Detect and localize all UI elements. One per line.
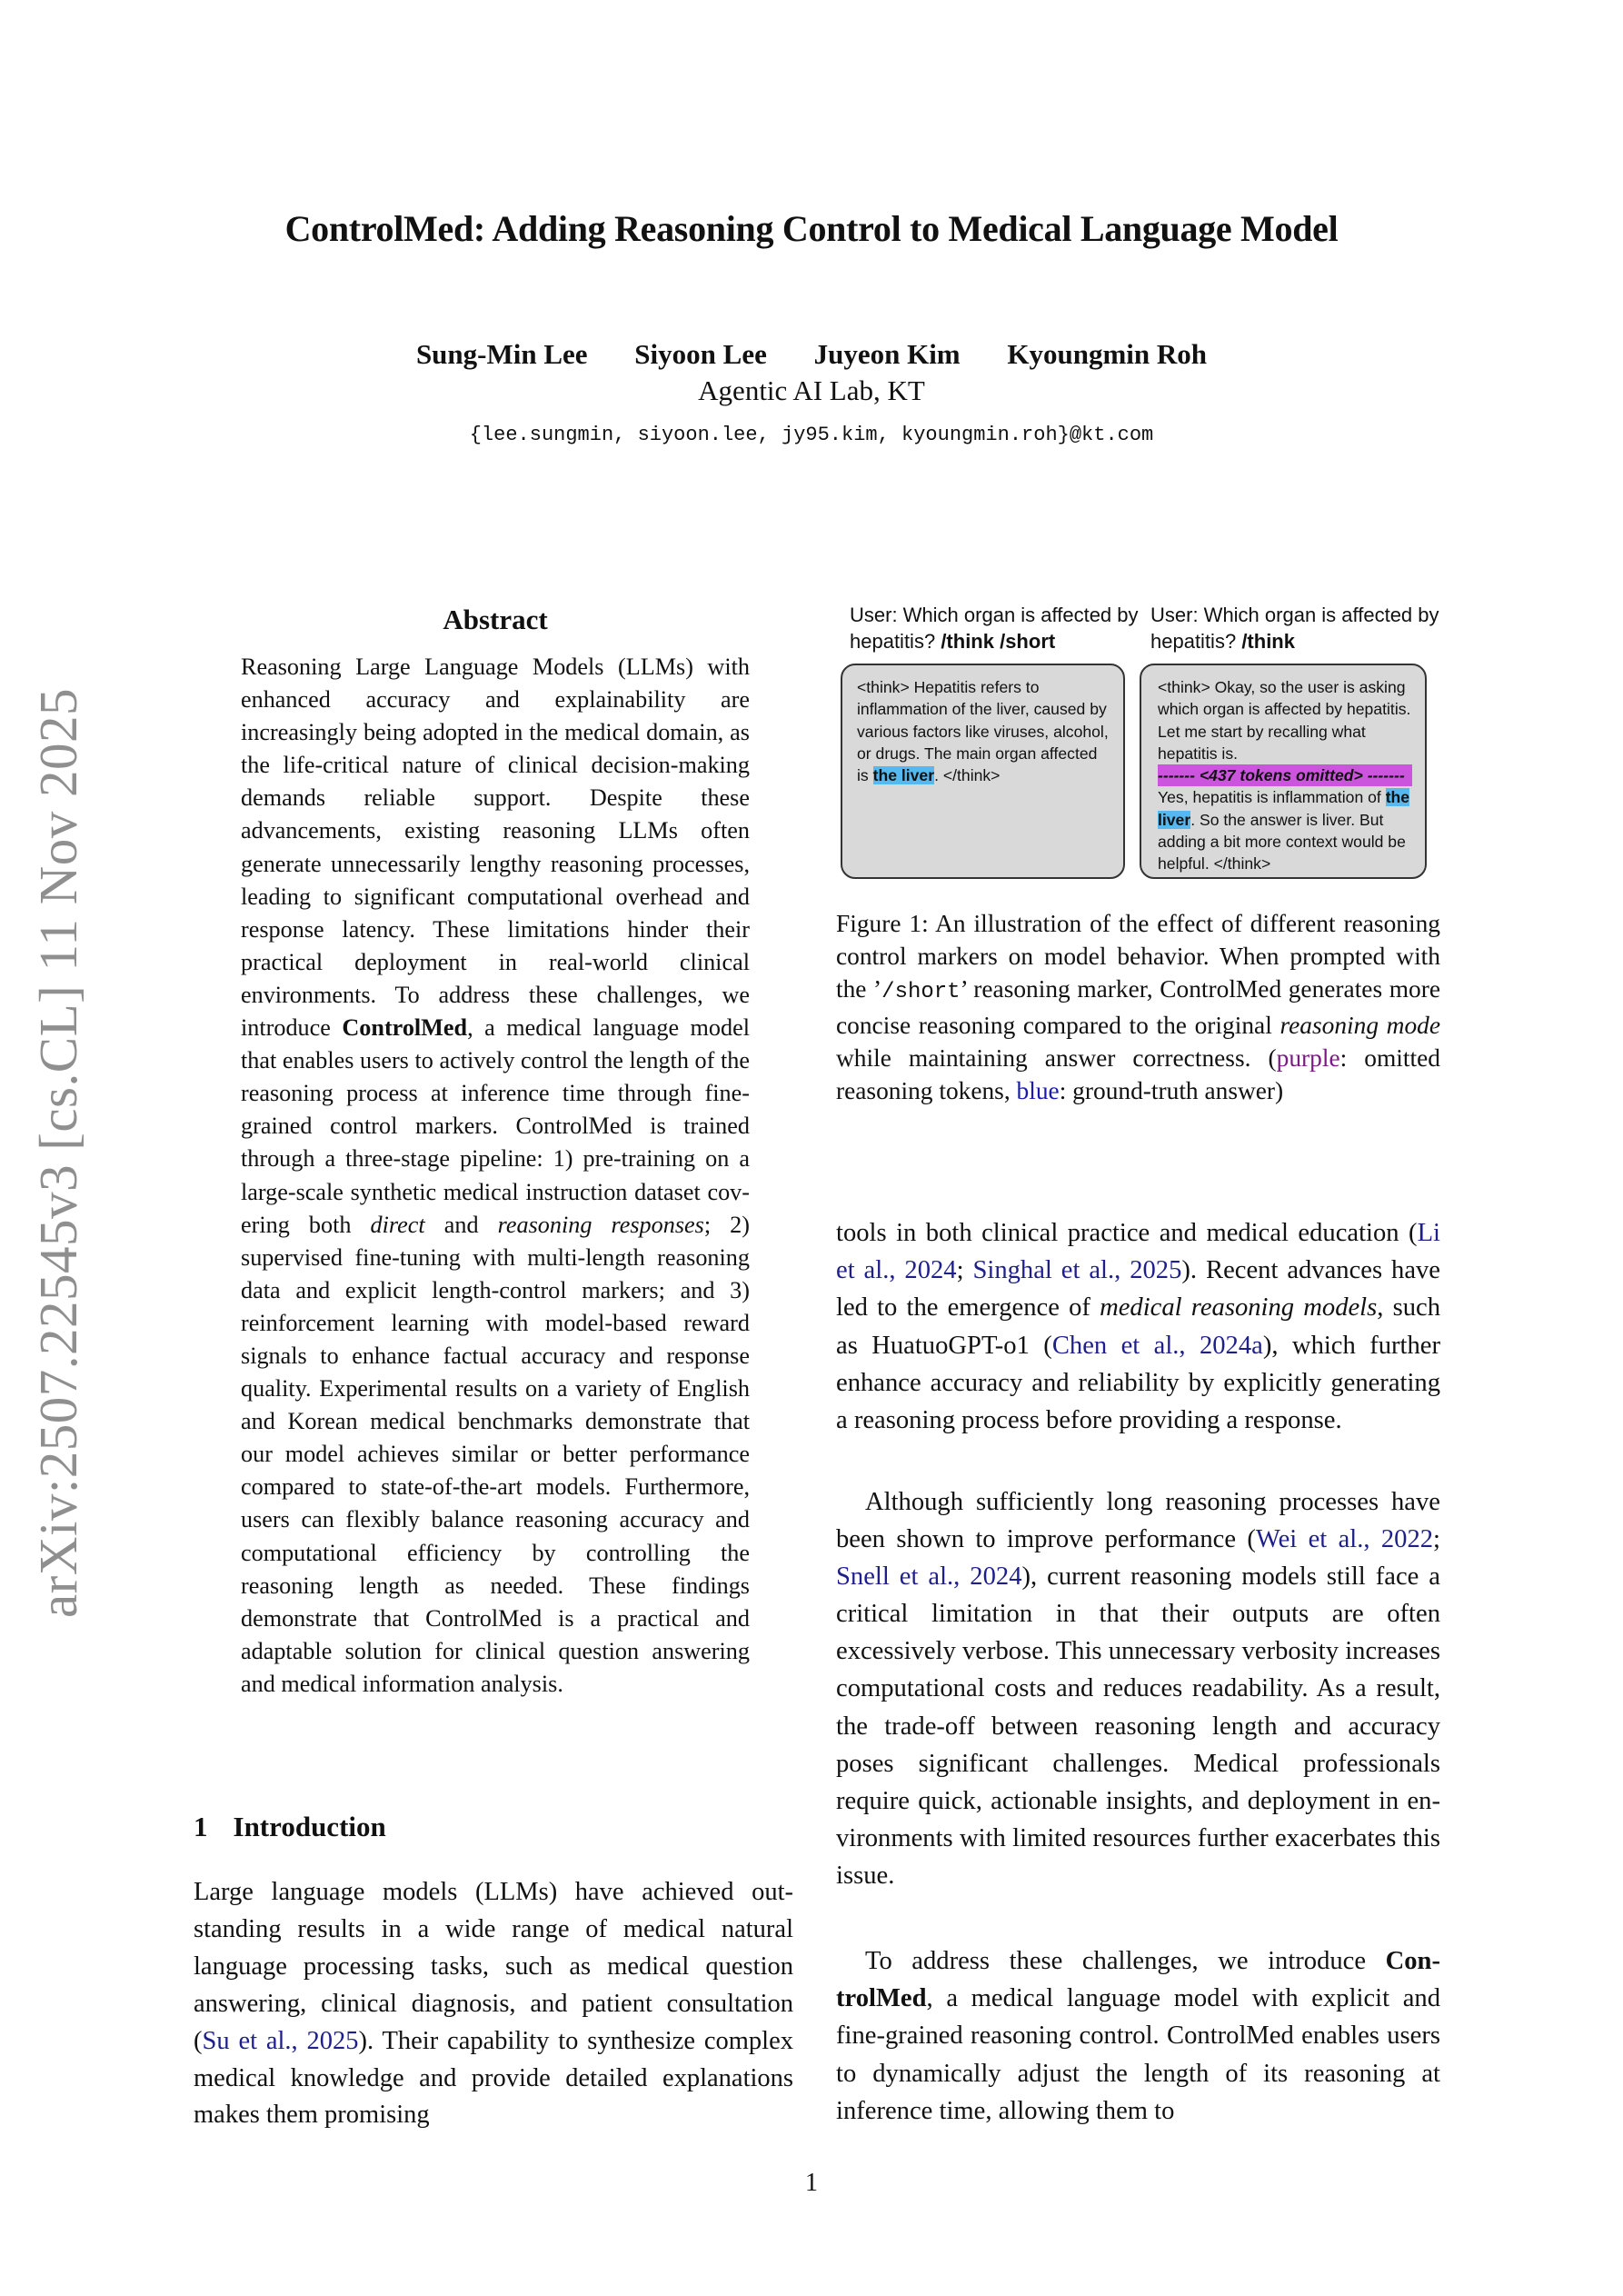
omitted-tokens-highlight: ------- <437 tokens omitted> ------- <box>1158 764 1412 786</box>
control-marker: /think /short <box>941 630 1056 653</box>
legend-blue-label: blue <box>1016 1077 1060 1105</box>
paper-title: ControlMed: Adding Reasoning Control to Medical Language Model <box>284 208 1339 249</box>
response-text: <think> Okay, so the user is asking which organ is affected by hepatitis. Let me start by recalling what hepatitis is. <box>1158 678 1411 763</box>
italic-term: reasoning mode <box>1279 1012 1440 1040</box>
citation-link[interactable]: Su et al., 2025 <box>202 2026 359 2055</box>
figure-caption <box>836 907 1440 1108</box>
author-name: Juyeon Kim <box>813 338 961 370</box>
paragraph-text: tools in both clinical practice and medical education ( <box>836 1219 1418 1247</box>
caption-text: : omitted reasoning tokens, <box>836 1044 1440 1105</box>
control-marker: /think <box>1241 630 1295 653</box>
abstract-text-segment: , a medical language model that enables users to actively control the length of the reasoning process at inference time through fine-grained control markers. ControlMed is trained through a three-stage pipeline: 1) pre-training on a large-scale synthetic medical instruction dataset covering both <box>241 1014 750 1238</box>
figure-right-prompt <box>1150 602 1441 654</box>
paragraph-text: ). Recent advances have led to the emergence of <box>836 1256 1441 1323</box>
citation-link[interactable]: Li et al., 2024 <box>836 1219 1440 1285</box>
abstract-heading: Abstract <box>443 604 548 635</box>
author-name: Sung-Min Lee <box>415 338 588 370</box>
arxiv-identifier-stamp: arXiv:2507.22545v3 [cs.CL] 11 Nov 2025 <box>28 688 88 1618</box>
legend-purple-label: purple <box>1276 1044 1340 1073</box>
short-reasoning-response-box <box>841 664 1125 879</box>
caption-text: Figure 1: An illustration of the effect of different reasoning control markers on model behavior. When prompted with the ’ <box>836 910 1440 1003</box>
citation-link[interactable]: Chen et al., 2024a <box>1051 1331 1263 1360</box>
response-text: Yes, hepatitis is inflammation of <box>1158 788 1386 807</box>
intro-paragraph-2 <box>836 1483 1440 1894</box>
code-marker: /short <box>881 980 961 1005</box>
paragraph-text: , a medical language model with explicit and fine-grained reasoning control. ControlMed enables users to dynamically adjust the length of its reasoning at inference time, allowing them to <box>836 1984 1440 2125</box>
response-text: . </think> <box>934 766 1001 785</box>
italic-term: reasoning responses <box>497 1211 704 1238</box>
paragraph-text: Large language models (LLMs) have achieved outstanding results in a wide range of medical natural language processing tasks, such as medical question answering, clinical diagnosis, and patient consultation ( <box>194 1878 793 2055</box>
intro-paragraph-1 <box>194 1874 793 2134</box>
paragraph-text: ; <box>956 1256 973 1285</box>
model-name-bold: ControlMed <box>342 1014 468 1042</box>
prompt-question: User: Which organ is affected by hepatitis? <box>1150 604 1439 653</box>
prompt-question: User: Which organ is affected by hepatitis? <box>850 604 1139 653</box>
citation-link[interactable]: Wei et al., 2022 <box>1255 1525 1434 1554</box>
intro-paragraph-1-continued <box>836 1214 1440 1439</box>
section-heading-introduction <box>194 1811 386 1843</box>
author-name: Siyoon Lee <box>634 338 767 370</box>
author-emails: {lee.sungmin, siyoon.lee, jy95.kim, kyoungmin.roh}@kt.com <box>469 424 1154 446</box>
paragraph-text: ), current reasoning models still face a critical limitation in that their outputs are often excessively verbose. This unnecessary verbosity increases computational costs and reduces readability. As a result, the trade-off between reasoning length and accuracy poses significant challenges. Medical professionals require quick, actionable insights, and deployment in environments with limited resources further exacerbates this issue. <box>836 1562 1440 1890</box>
paragraph-text: ; <box>1433 1525 1440 1554</box>
ground-truth-answer-highlight: the liver <box>872 766 935 785</box>
abstract-text-segment: ; 2) supervised fine-tuning with multi-length reasoning data and explicit length-control markers; and 3) reinforcement learning with model-based reward signals to enhance factual accuracy and response quality. Experimental results on a variety of English and Korean medical benchmarks demonstrate that our model achieves similar or better performance compared to state-of-the-art models. Furthermore, users can flexibly balance reasoning accuracy and computational efficiency by controlling the reasoning length as needed. These findings demonstrate that ControlMed is a practical and adaptable solution for clinical question answering and medical information analysis. <box>241 1211 750 1697</box>
section-title: Introduction <box>233 1811 386 1842</box>
paragraph-text: Although sufficiently long reasoning processes have been shown to improve performance ( <box>836 1488 1440 1554</box>
caption-text: : ground-truth answer) <box>1059 1077 1284 1105</box>
intro-paragraph-3 <box>836 1942 1440 2130</box>
author-list <box>0 338 1623 371</box>
ground-truth-answer-highlight: the liver <box>1158 788 1410 829</box>
citation-link[interactable]: Singhal et al., 2025 <box>972 1256 1182 1285</box>
paragraph-text: , such as HuatuoGPT-o1 ( <box>836 1293 1440 1360</box>
affiliation: Agentic AI Lab, KT <box>698 374 925 406</box>
abstract-text-segment: Reasoning Large Language Models (LLMs) with enhanced accuracy and explainability are increasingly being adopted in the medical domain, as the life-critical nature of clinical decision-making demands reliable support. Despite these advancements, existing reasoning LLMs often generate unnecessarily lengthy reasoning processes, leading to significant computational overhead and response latency. These limitations hinder their practical deployment in real-world clinical environments. To address these challenges, we introduce <box>241 654 750 1042</box>
abstract-text <box>241 651 750 1701</box>
caption-text: ’ reasoning marker, ControlMed generates more concise reasoning compared to the original <box>836 975 1440 1040</box>
page-number: 1 <box>805 2169 818 2197</box>
section-number: 1 <box>194 1811 208 1842</box>
italic-term: direct <box>370 1211 425 1238</box>
citation-link[interactable]: Snell et al., 2024 <box>836 1562 1022 1592</box>
figure-left-prompt <box>850 602 1140 654</box>
response-text: . So the answer is liver. But adding a bit more context would be helpful. </think> <box>1158 810 1406 873</box>
paragraph-text: ), which further enhance accuracy and reliability by explicitly generating a reasoning process before providing a response. <box>836 1331 1440 1435</box>
author-name: Kyoungmin Roh <box>1007 338 1208 370</box>
model-name-bold: ControlMed <box>836 1947 1440 2013</box>
caption-text: while maintaining answer correctness. ( <box>836 1044 1277 1073</box>
response-text: <think> Hepatitis refers to inflammation of the liver, caused by various factors like viruses, alcohol, or drugs. The main organ affected is <box>857 678 1109 785</box>
paragraph-text: ). Their capability to synthesize complex medical knowledge and provide detailed explanations makes them promising <box>194 2026 793 2130</box>
full-reasoning-response-box <box>1140 664 1427 879</box>
abstract-text-segment: and <box>424 1211 498 1238</box>
paragraph-text: To address these challenges, we introduce <box>865 1947 1386 1975</box>
italic-term: medical reasoning models <box>1100 1293 1378 1323</box>
